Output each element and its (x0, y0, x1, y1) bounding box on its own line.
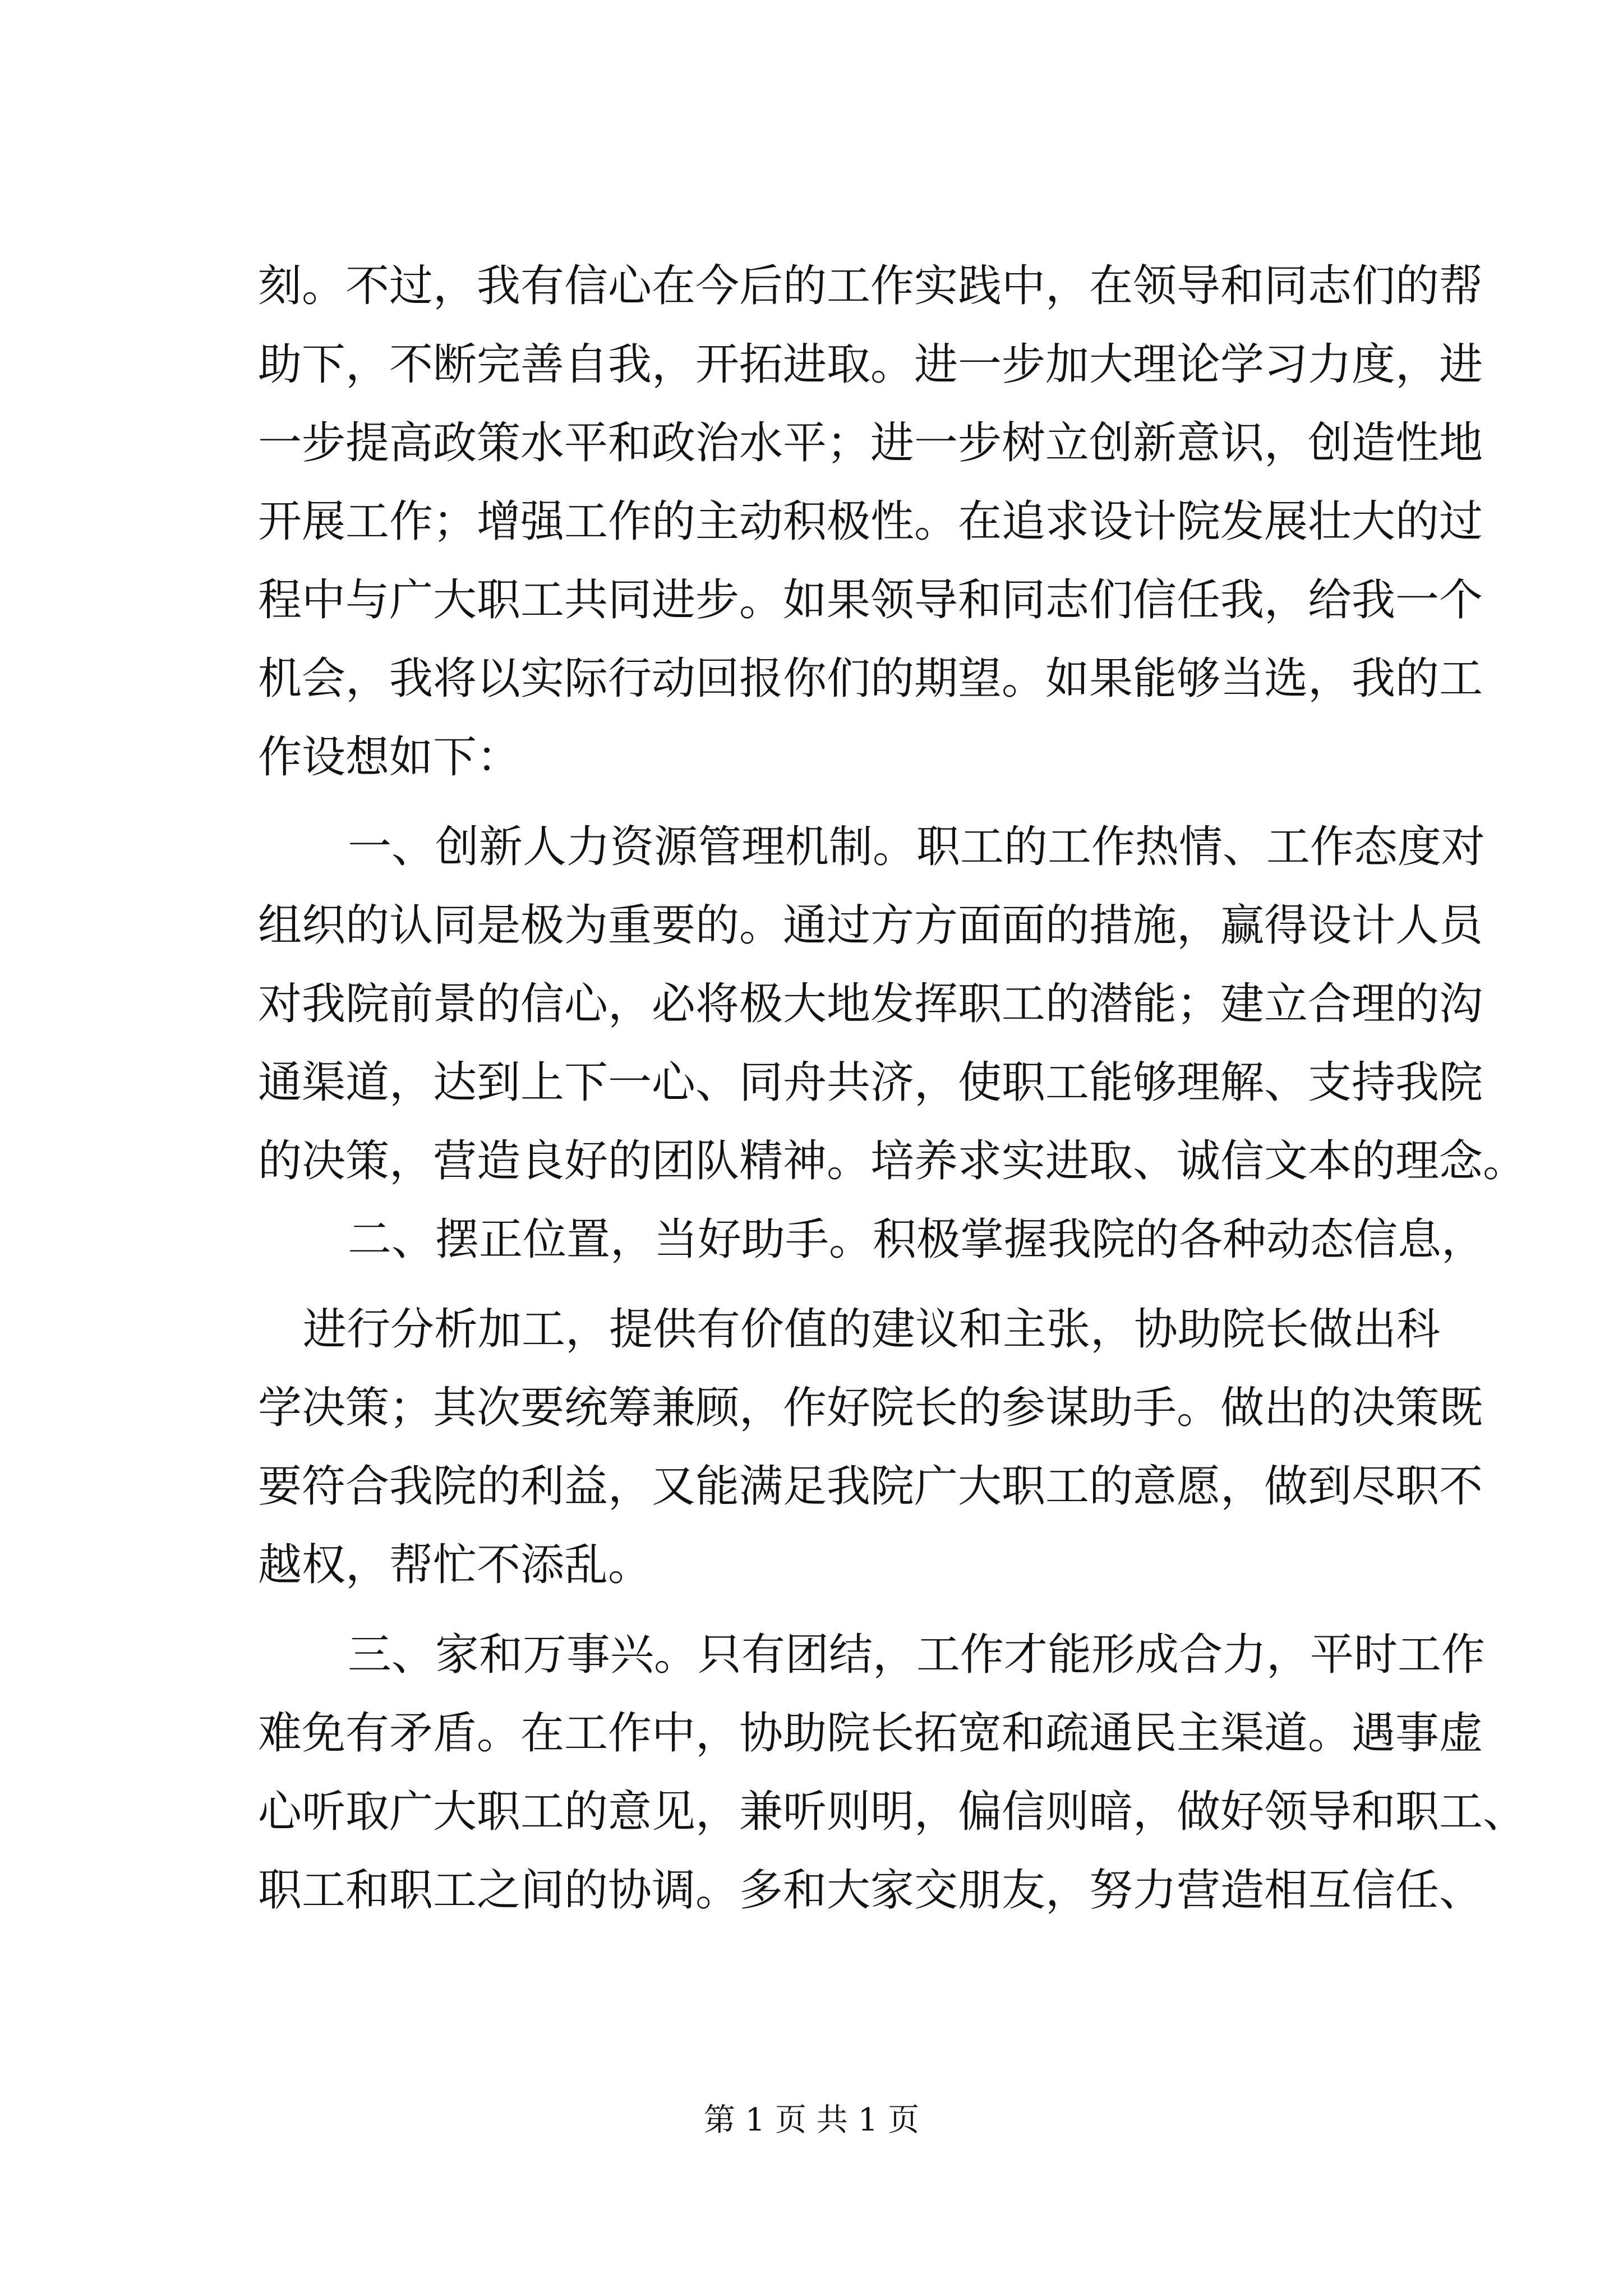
text-line: 学决策；其次要统筹兼顾，作好院长的参谋助手。做出的决策既 (258, 1383, 1483, 1433)
text-line: 程中与广大职工共同进步。如果领导和同志们信任我，给我一个 (258, 575, 1483, 625)
text-line: 助下，不断完善自我，开拓进取。进一步加大理论学习力度，进 (258, 339, 1483, 390)
text-line: 开展工作；增强工作的主动积极性。在追求设计院发展壮大的过 (258, 496, 1483, 547)
paragraph-heading-3: 三、家和万事兴。只有团结，工作才能形成合力，平时工作 (348, 1630, 1486, 1680)
paragraph-heading-2: 二、摆正位置，当好助手。积极掌握我院的各种动态信息， (348, 1214, 1486, 1265)
text-line: 组织的认同是极为重要的。通过方方面面的措施，赢得设计人员 (258, 900, 1483, 951)
text-line: 难免有矛盾。在工作中，协助院长拓宽和疏通民主渠道。遇事虚 (258, 1708, 1483, 1759)
text-line: 一步提高政策水平和政治水平；进一步树立创新意识，创造性地 (258, 418, 1483, 468)
text-line: 越权，帮忙不添乱。 (258, 1540, 652, 1590)
text-line: 机会，我将以实际行动回报你们的期望。如果能够当选，我的工 (258, 654, 1483, 704)
text-line: 通渠道，达到上下一心、同舟共济，使职工能够理解、支持我院 (258, 1057, 1483, 1108)
text-line: 刻。不过，我有信心在今后的工作实践中，在领导和同志们的帮 (258, 261, 1483, 311)
page-footer: 第 1 页 共 1 页 (703, 2102, 920, 2138)
text-line: 对我院前景的信心，必将极大地发挥职工的潜能；建立合理的沟 (258, 979, 1483, 1029)
paragraph-heading-1: 一、创新人力资源管理机制。职工的工作热情、工作态度对 (348, 822, 1486, 872)
text-line: 职工和职工之间的协调。多和大家交朋友，努力营造相互信任、 (258, 1865, 1483, 1916)
text-line: 作设想如下： (258, 732, 521, 783)
text-line: 心听取广大职工的意见，兼听则明，偏信则暗，做好领导和职工、 (258, 1787, 1527, 1837)
text-line: 进行分析加工，提供有价值的建议和主张，协助院长做出科 (303, 1304, 1441, 1355)
text-line: 的决策，营造良好的团队精神。培养求实进取、诚信文本的理念。 (258, 1136, 1527, 1186)
text-line: 要符合我院的利益，又能满足我院广大职工的意愿，做到尽职不 (258, 1461, 1483, 1512)
